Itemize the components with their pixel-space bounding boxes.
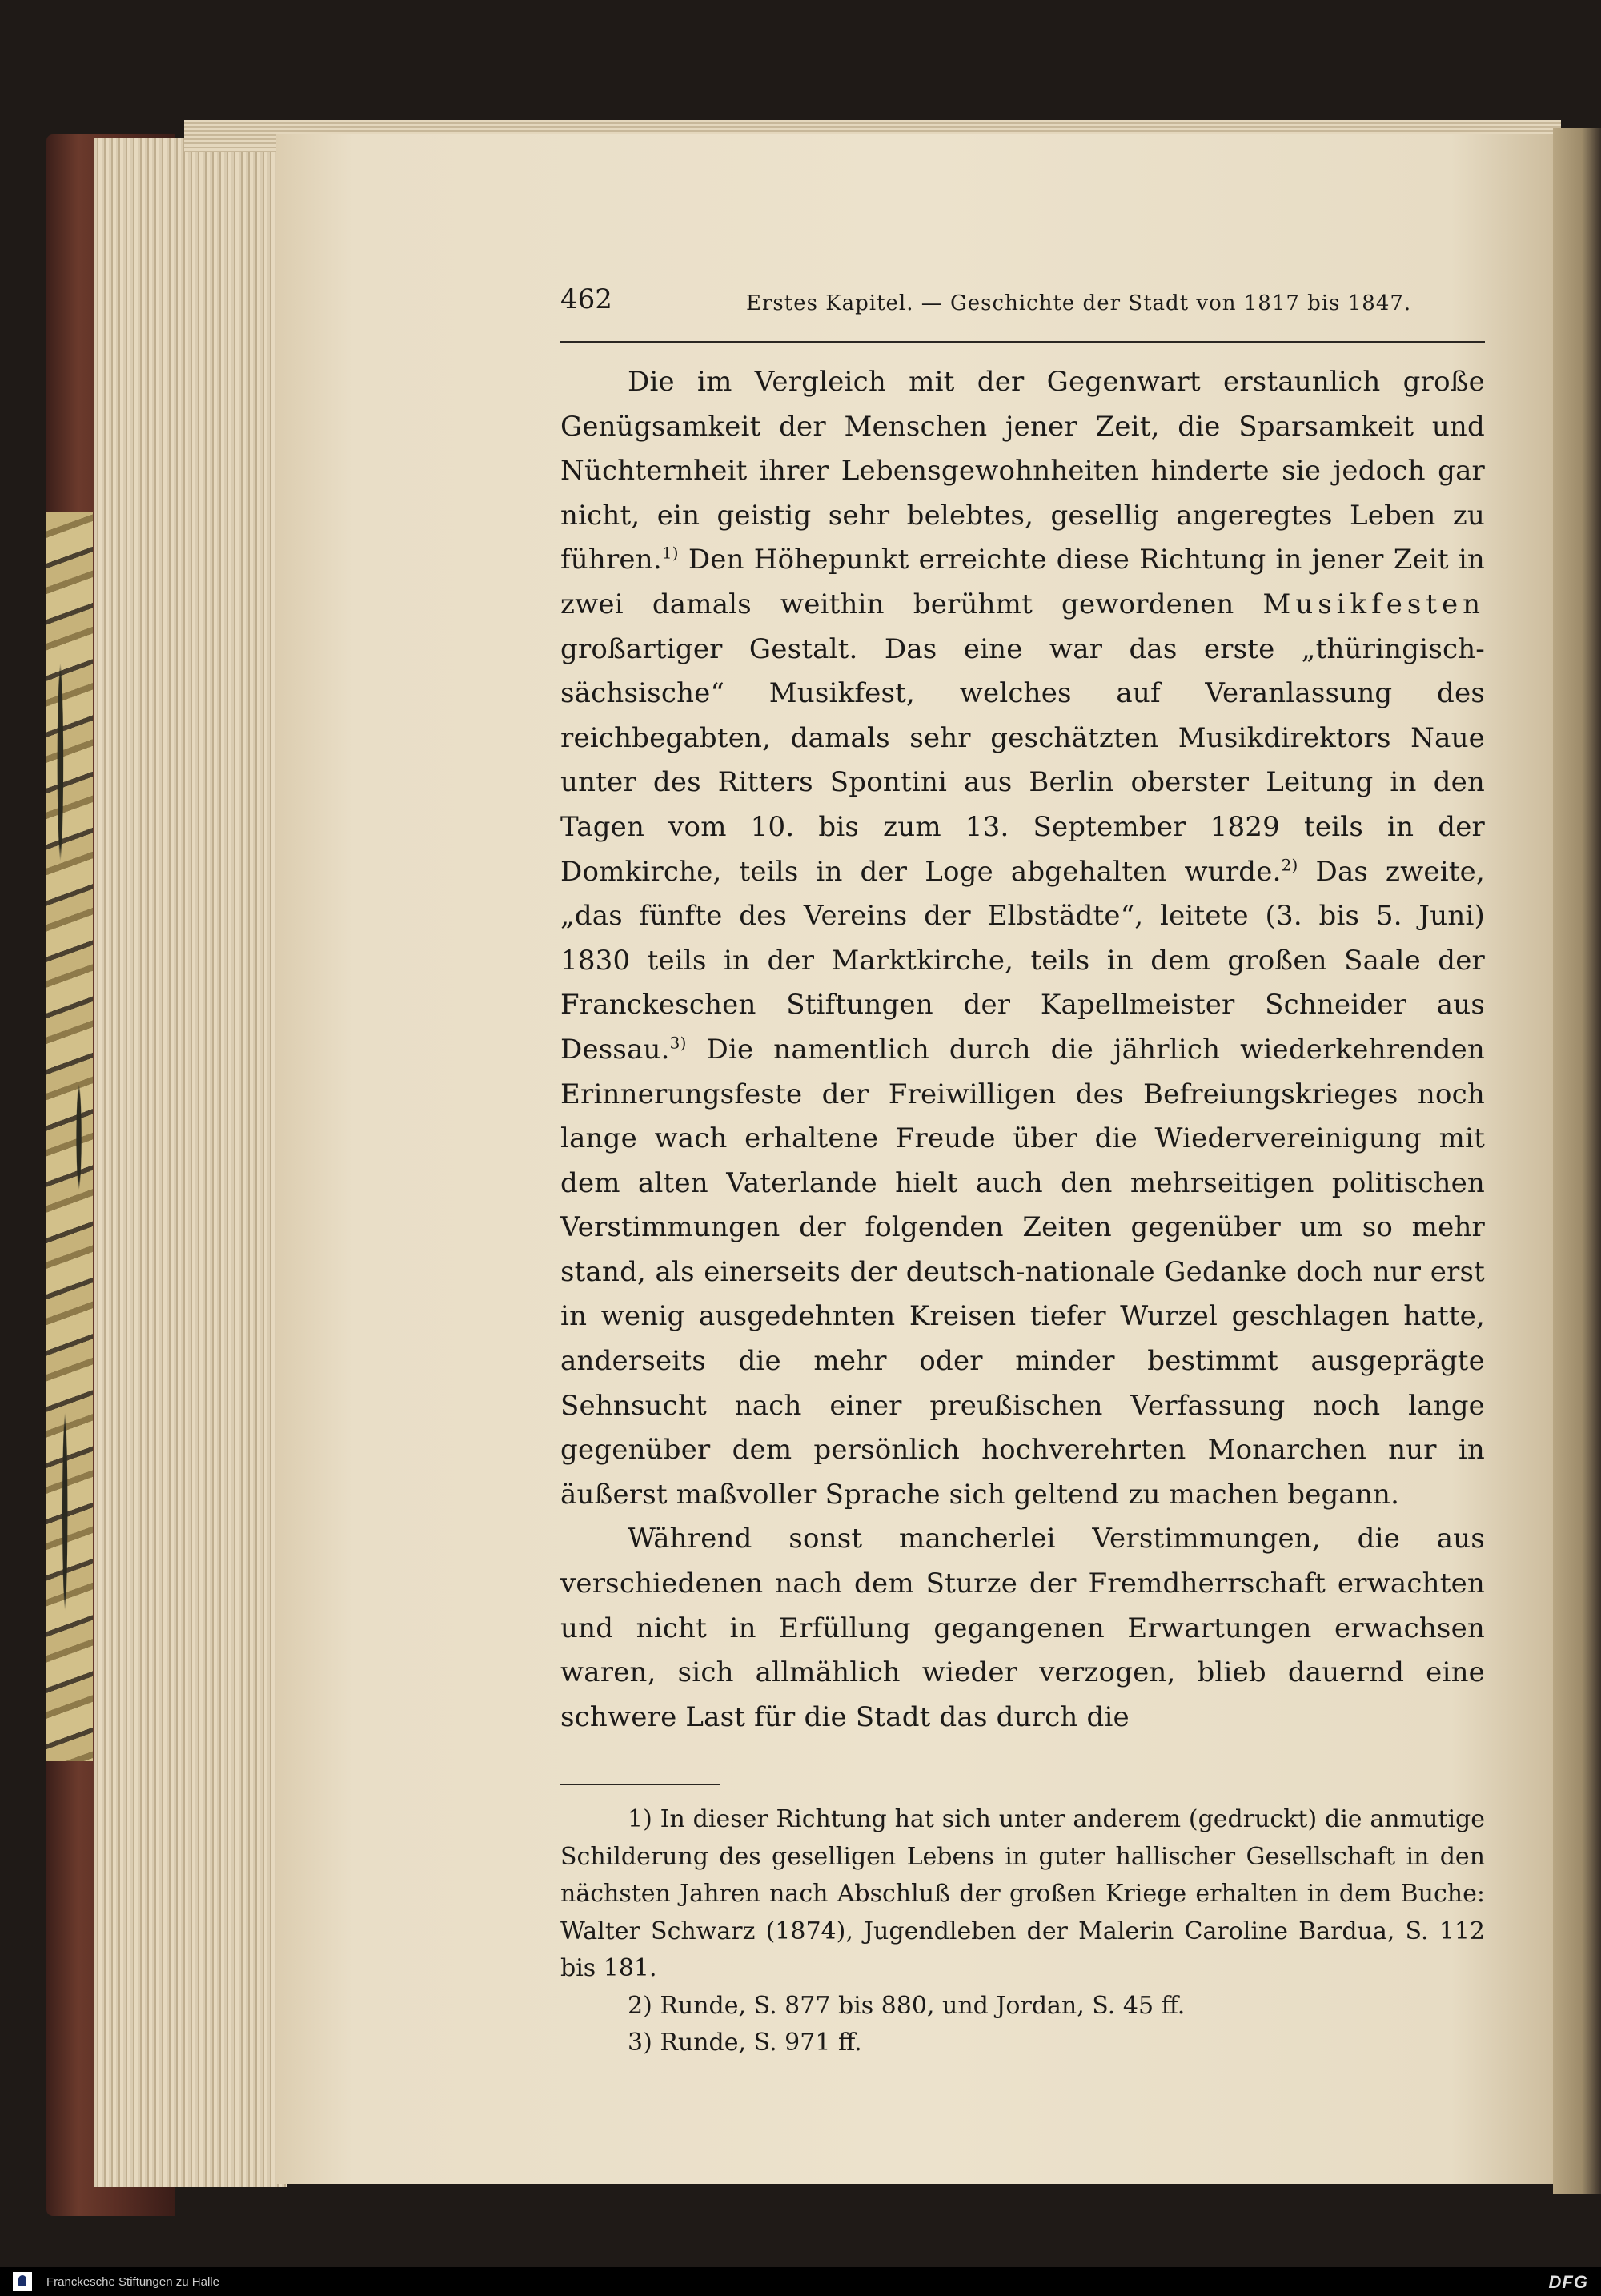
paragraph-1-part-b: Den Höhepunkt erreichte diese Richtung in jener Zeit in zwei damals weithin berühmt gewordenen bbox=[560, 544, 1485, 620]
footnote-rule bbox=[560, 1784, 720, 1785]
paragraph-2: Während sonst mancherlei Verstimmungen, die aus verschiedenen nach dem Sturze der Fremdherrschaft erwachten und nicht in Erfüllung gegangenen Erwartungen erwachsen waren, sich allmählich wieder verzogen, blieb dauernd eine schwere Last für die Stadt das durch die bbox=[560, 1523, 1485, 1733]
footnote-ref-1: 1) bbox=[661, 544, 679, 564]
dfg-logo: DFG bbox=[1548, 2272, 1588, 2292]
running-head-title: Erstes Kapitel. — Geschichte der Stadt von 1817 bis 1847. bbox=[746, 291, 1412, 315]
body-text bbox=[560, 360, 1485, 1740]
paragraph-1-part-d: Das zweite, „das fünfte des Vereins der Elbstädte“, leitete (3. bis 5. Juni) 1830 teils in der Marktkirche, teils in dem großen Saale der Franckeschen Stiftungen der Kapellmeister Schneider aus Dessau. bbox=[560, 855, 1485, 1066]
paragraph-1 bbox=[560, 360, 1485, 1517]
marbled-edge bbox=[46, 512, 93, 1761]
header-rule bbox=[560, 341, 1485, 343]
viewer-footer bbox=[0, 2267, 1601, 2296]
page-right-edge bbox=[1553, 128, 1601, 2194]
footnote-ref-3: 3) bbox=[669, 1033, 687, 1053]
page-number: 462 bbox=[560, 283, 612, 315]
spaced-word-musikfesten: Musikfesten bbox=[1262, 588, 1485, 620]
footer-institution-text: Franckesche Stiftungen zu Halle bbox=[46, 2275, 219, 2289]
paragraph-1-part-e: Die namentlich durch die jährlich wiederkehrenden Erinnerungsfeste der Freiwilligen des Befreiungskrieges noch lange wach erhaltene Freude über die Wiedervereinigung mit dem alten Vaterlande hielt auch den mehrseitigen politischen Verstimmungen der folgenden Zeiten gegenüber um so mehr stand, als einerseits der deutsch-nationale Gedanke doch nur erst in wenig ausgedehnten Kreisen tiefer Wurzel geschlagen hatte, anderseits die mehr oder minder bestimmt ausgeprägte Sehnsucht nach einer preußischen Verfassung noch lange gegenüber dem persönlich hochverehrten Monarchen nur in äußerst maßvoller Sprache sich geltend zu machen begann. bbox=[560, 1033, 1485, 1511]
page-stack bbox=[94, 138, 287, 2187]
footnote-3: 3) Runde, S. 971 ff. bbox=[628, 2029, 862, 2057]
francke-logo-icon bbox=[13, 2272, 32, 2291]
footnote-2: 2) Runde, S. 877 bis 880, und Jordan, S. 45 ff. bbox=[628, 1991, 1186, 2020]
paragraph-1-part-c: großartiger Gestalt. Das eine war das erste „thüringisch-sächsische“ Musikfest, welches auf Veranlassung des reichbegabten, damals sehr geschätzten Musikdirektors Naue unter des Ritters Spontini aus Berlin oberster Leitung in den Tagen vom 10. bis zum 13. September 1829 teils in der Domkirche, teils in der Loge abgehalten wurde. bbox=[560, 632, 1485, 888]
footnote-1: 1) In dieser Richtung hat sich unter anderem (gedruckt) die anmutige Schilderung des geselligen Lebens in guter hallischer Gesellschaft in den nächsten Jahren nach Abschluß der großen Kriege erhalten in dem Buche: Walter Schwarz (1874), Jugendleben der Malerin Caroline Bardua, S. 112 bis 181. bbox=[560, 1805, 1485, 1982]
footnotes bbox=[560, 1801, 1485, 2062]
footnote-ref-2: 2) bbox=[1281, 855, 1298, 875]
paragraph-1-part-a: Die im Vergleich mit der Gegenwart erstaunlich große Genügsamkeit der Menschen jener Zeit, die Sparsamkeit und Nüchternheit ihrer Lebensgewohnheiten hinderte sie jedoch gar nicht, ein geistig sehr belebtes, gesellig angeregtes Leben zu führen. bbox=[560, 366, 1485, 576]
running-head bbox=[560, 280, 1485, 328]
